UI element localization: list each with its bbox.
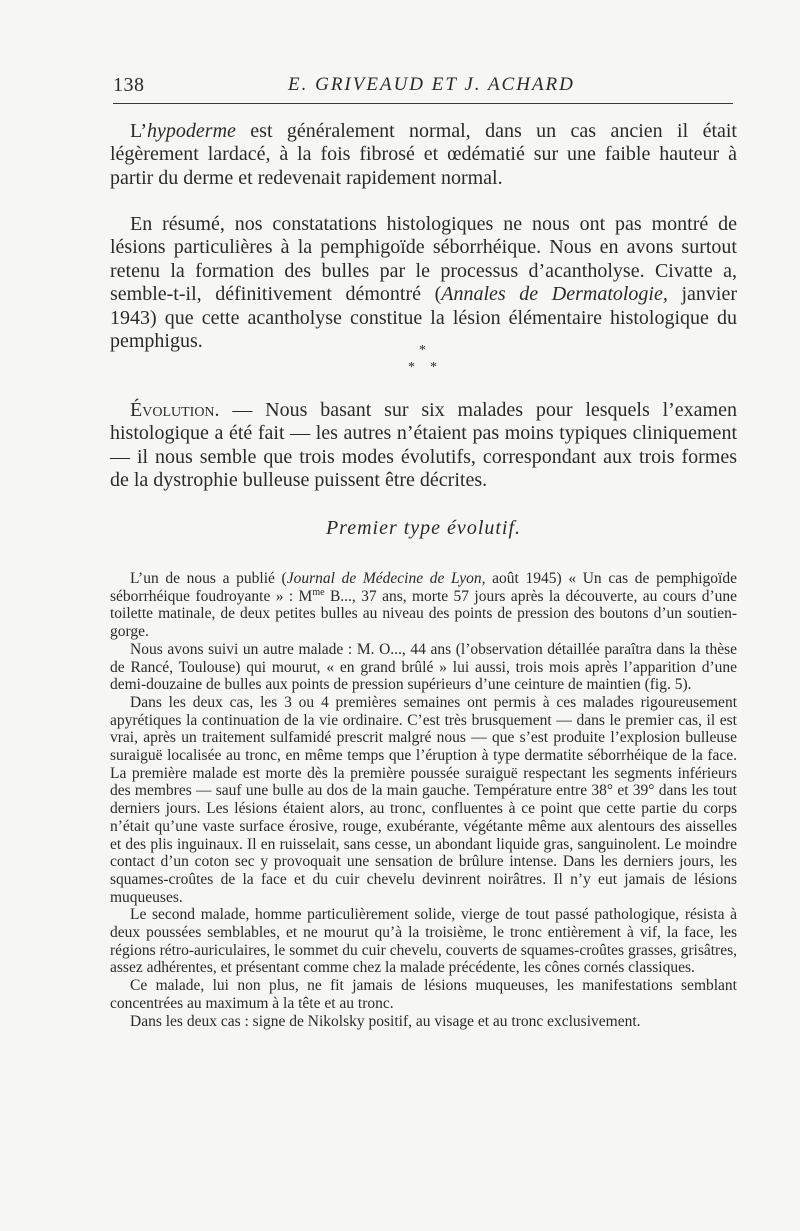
page-number: 138: [113, 74, 145, 96]
header-rule: [113, 103, 733, 104]
section-title: Premier type évolutif.: [325, 517, 522, 539]
paragraph-nikolsky: Dans les deux cas : signe de Nikolsky positif, au visage et au tronc exclusivement.: [130, 1012, 641, 1030]
paragraph-second-case: Nous avons suivi un autre malade : M. O..., 44 ans (l’observation détaillée paraîtra dans la thèse de Rancé, Toulouse) qui mourut, « en grand brûlé » lui aussi, trois mois après l’apparition d’une demi-douzaine de bulles aux points de pression supérieurs d’une ceinture de maintien (fig. 5).: [110, 640, 737, 694]
paragraph-resume: En résumé, nos constatations histologiques ne nous ont pas montré de lésions particulières à la pemphigoïde séborrhéique. Nous en avons surtout retenu la formation des bulles par le processus d’acantholyse. Civatte a, semble-t-il, définitivement démontré (Annales de Dermatologie, janvier 1943) que cette acantholyse constitue la lésion élémentaire histologique du pemphigus.: [110, 213, 738, 353]
asterism-star-right: *: [430, 360, 437, 375]
asterism-star-left: *: [408, 360, 415, 375]
paragraph-first-case: L’un de nous a publié (Journal de Médecine de Lyon, août 1945) « Un cas de pemphigoïde séborrhéique foudroyante » : $M^{me}$ B..., 37 ans, morte 57 jours après la découverte, au cours d’une toilette matinale, de deux petites bulles au niveau des points de pression des boutons d’un soutien-gorge.: [110, 570, 738, 641]
paragraph-both-cases: Dans les deux cas, les 3 ou 4 premières semaines ont permis à ces malades rigoureusement apyrétiques la continuation de la vie ordinaire. C’est très brusquement — dans le premier cas, il est vrai, après un traitement sulfamidé prescrit malgré nous — que s’est produite l’explosion bulleuse suraiguë localisée au tronc, en même temps que l’éruption à type dermatite séborrhéique de la face. La première malade est morte dès la première poussée suraiguë respectant les segments inférieurs des membres — sauf une bulle au dos de la main gauche. Température entre 38° et 39° dans les tout derniers jours. Les lésions étaient alors, au tronc, confluentes à ce point que cette partie du corps n’était qu’une vaste surface érosive, rouge, exubérante, végétante même aux alentours des aisselles et des plis inguinaux. Il en ruisselait, sans cesse, un abondant liquide gras, sanguinolent. Le moindre contact d’un coton sec y provoquait une sensation de brûlure intense. Dans les derniers jours, les squames-croûtes de la face et du cuir chevelu devinrent noirâtres. Il n’y eut jamais de lésions muqueuses.: [110, 693, 737, 906]
page-header: [113, 74, 733, 98]
paragraph-hypoderme: L’hypoderme est généralement normal, dans un cas ancien il était légèrement lardacé, à la fois fibrosé et œdématié sur une faible hauteur à partir du derme et redevenait rapidement normal.: [110, 120, 737, 189]
asterism-star-top: *: [419, 343, 426, 358]
paragraph-no-mucous-lesions: Ce malade, lui non plus, ne fit jamais de lésions muqueuses, les manifestations semblant concentrées au maximum à la tête et au tronc.: [110, 977, 737, 1012]
paragraph-evolution: Évolution. — Nous basant sur six malades pour lesquels l’examen histologique a été fait — les autres n’étaient pas moins typiques cliniquement — il nous semble que trois modes évolutifs, correspondant aux trois formes de la dystrophie bulleuse puissent être décrites.: [110, 399, 737, 492]
running-title: E. GRIVEAUD ET J. ACHARD: [288, 74, 575, 95]
paragraph-second-patient: Le second malade, homme particulièrement solide, vierge de tout passé pathologique, résista à deux poussées semblables, et ne mourut qu’à la troisième, le tronc entièrement à vif, la face, les régions rétro-auriculaires, le sommet du cuir chevelu, couverts de squames-croûtes grasses, grisâtres, assez adhérentes, et présentant comme chez la malade précédente, les cônes cornés classiques.: [110, 906, 737, 977]
small-print-block: [110, 570, 737, 1030]
